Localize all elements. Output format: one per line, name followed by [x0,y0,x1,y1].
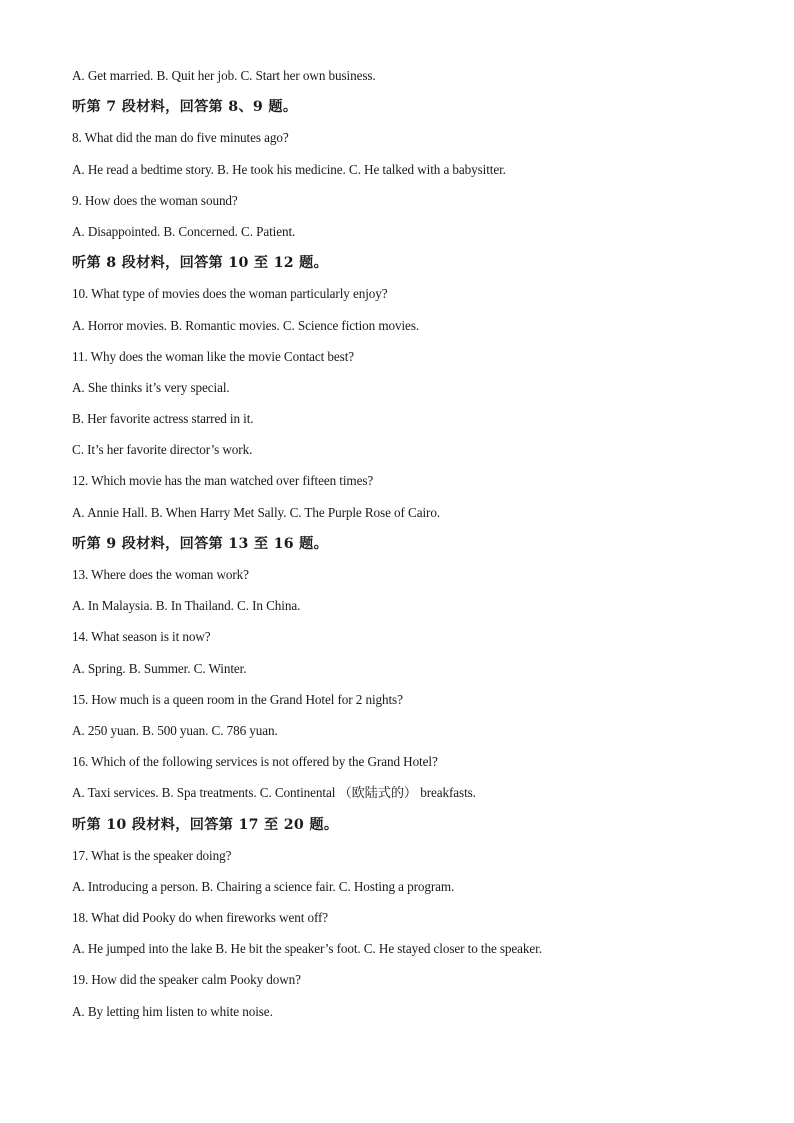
section-heading: 听第 10 段材料，回答第 17 至 20 题。 [72,816,339,833]
option-line: B. Her favorite actress starred in it. [72,411,254,427]
section-heading: 听第 8 段材料，回答第 10 至 12 题。 [72,255,329,272]
question-line: 17. What is the speaker doing? [72,847,232,863]
question-line: 19. How did the speaker calm Pooky down? [72,972,301,988]
option-line: A. Taxi services. B. Spa treatments. C. Continental （欧陆式的） breakfasts. [72,785,476,801]
option-line: A. Annie Hall. B. When Harry Met Sally. C. The Purple Rose of Cairo. [72,504,441,520]
option-line: A. He read a bedtime story. B. He took his medicine. C. He talked with a babysitter. [72,161,506,177]
question-line: 10. What type of movies does the woman particularly enjoy? [72,286,388,302]
option-line: A. He jumped into the lake B. He bit the speaker’s foot. C. He stayed closer to the speaker. [72,941,542,957]
question-line: 16. Which of the following services is not offered by the Grand Hotel? [72,754,438,770]
question-line: 18. What did Pooky do when fireworks went off? [72,910,329,926]
question-line: 9. How does the woman sound? [72,192,238,208]
question-line: 8. What did the man do five minutes ago? [72,130,289,146]
question-line: 11. Why does the woman like the movie Contact best? [72,348,355,364]
option-line: A. Get married. B. Quit her job. C. Start her own business. [72,68,376,83]
option-line: C. It’s her favorite director’s work. [72,442,253,458]
exam-page [72,66,732,1033]
option-line: A. Introducing a person. B. Chairing a science fair. C. Hosting a program. [72,878,455,894]
option-line: A. In Malaysia. B. In Thailand. C. In China. [72,598,301,614]
section-heading: 听第 7 段材料，回答第 8、9 题。 [72,99,298,116]
option-line: A. By letting him listen to white noise. [72,1003,273,1019]
question-line: 12. Which movie has the man watched over fifteen times? [72,473,374,489]
option-line: A. Spring. B. Summer. C. Winter. [72,660,247,676]
option-line: A. She thinks it’s very special. [72,379,230,395]
section-heading: 听第 9 段材料，回答第 13 至 16 题。 [72,535,329,552]
option-line: A. Horror movies. B. Romantic movies. C. Science fiction movies. [72,317,420,333]
question-line: 15. How much is a queen room in the Grand Hotel for 2 nights? [72,691,403,707]
question-line: 13. Where does the woman work? [72,567,249,582]
option-line: A. Disappointed. B. Concerned. C. Patient. [72,223,296,239]
option-line: A. 250 yuan. B. 500 yuan. C. 786 yuan. [72,722,278,738]
question-line: 14. What season is it now? [72,629,211,645]
